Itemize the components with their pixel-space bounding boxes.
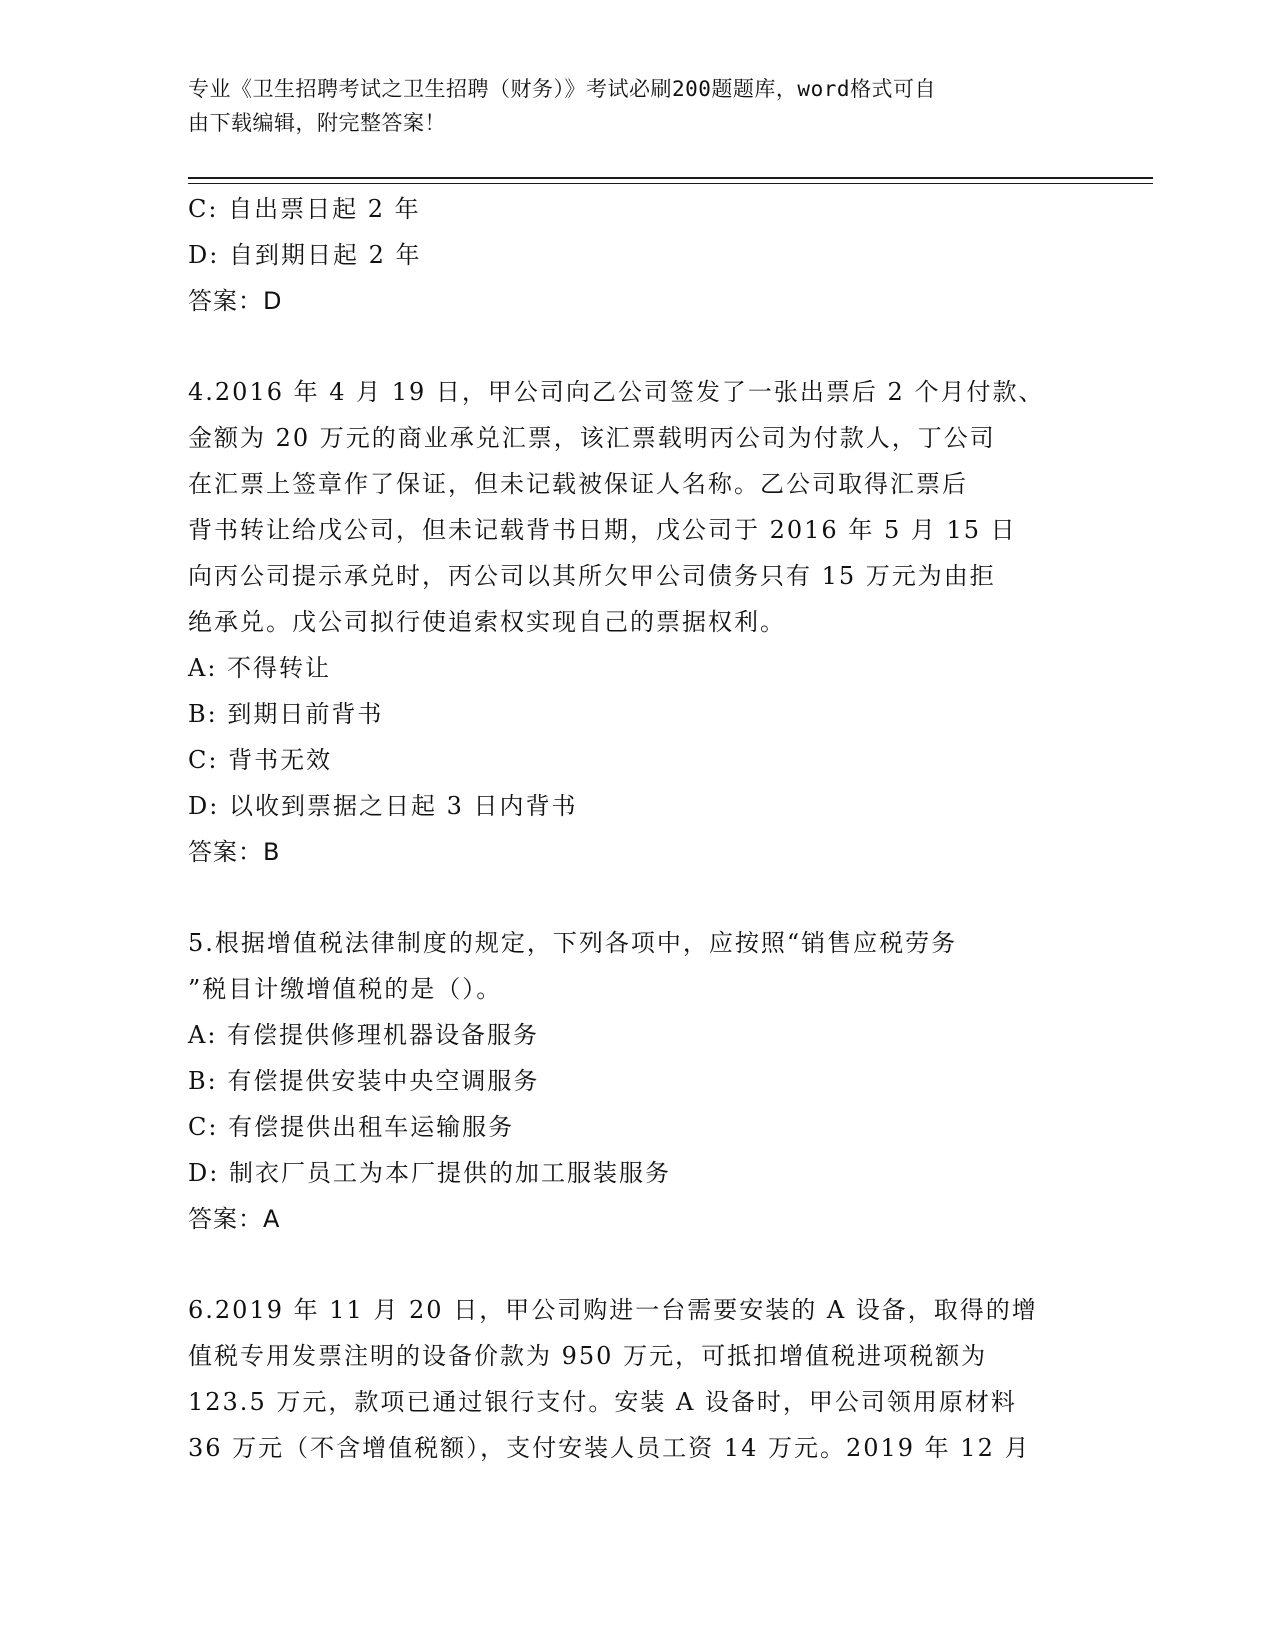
question-stem-line: 绝承兑。戊公司拟行使追索权实现自己的票据权利。 [188, 608, 786, 636]
question-4 [188, 369, 1098, 875]
option-a: A: 有偿提供修理机器设备服务 [188, 1021, 540, 1049]
option-a: A: 不得转让 [188, 654, 332, 682]
question-stem-line: 4.2016 年 4 月 19 日，甲公司向乙公司签发了一张出票后 2 个月付款、 [188, 378, 1045, 406]
option-d: D: 自到期日起 2 年 [188, 241, 422, 269]
answer-line: 答案：B [188, 838, 281, 866]
question-stem-line: 在汇票上签章作了保证，但未记载被保证人名称。乙公司取得汇票后 [188, 470, 968, 498]
option-c: C: 自出票日起 2 年 [188, 195, 421, 223]
question-6 [188, 1287, 1098, 1471]
option-d: D: 制衣厂员工为本厂提供的加工服装服务 [188, 1159, 671, 1187]
option-c: C: 有偿提供出租车运输服务 [188, 1113, 515, 1141]
option-c: C: 背书无效 [188, 746, 333, 774]
answer-line: 答案：A [188, 1205, 281, 1233]
question-stem-line: 金额为 20 万元的商业承兑汇票，该汇票载明丙公司为付款人，丁公司 [188, 424, 996, 452]
answer-line: 答案：D [188, 287, 283, 315]
option-b: B: 到期日前背书 [188, 700, 384, 728]
question-stem-line: 36 万元（不含增值税额），支付安装人员工资 14 万元。2019 年 12 月 [188, 1434, 1031, 1462]
question-stem-line: 6.2019 年 11 月 20 日，甲公司购进一台需要安装的 A 设备，取得的增 [188, 1296, 1038, 1324]
header-title-line-2: 由下载编辑，附完整答案！ [188, 111, 446, 135]
question-stem-line: 123.5 万元，款项已通过银行支付。安装 A 设备时，甲公司领用原材料 [188, 1388, 1017, 1416]
document-header [188, 72, 1068, 140]
question-5 [188, 920, 1098, 1242]
question-stem-line: 值税专用发票注明的设备价款为 950 万元，可抵扣增值税进项税额为 [188, 1342, 988, 1370]
question-3-tail [188, 186, 1098, 324]
header-divider-thick [188, 177, 1153, 179]
question-stem-line: 向丙公司提示承兑时，丙公司以其所欠甲公司债务只有 15 万元为由拒 [188, 562, 996, 590]
question-stem-line: ”税目计缴增值税的是（）。 [188, 975, 503, 1003]
question-spacer [188, 875, 1098, 920]
option-d: D: 以收到票据之日起 3 日内背书 [188, 792, 578, 820]
question-spacer [188, 1242, 1098, 1287]
question-stem-line: 5.根据增值税法律制度的规定，下列各项中，应按照“销售应税劳务 [188, 929, 958, 957]
option-b: B: 有偿提供安装中央空调服务 [188, 1067, 540, 1095]
header-divider-thin [188, 183, 1153, 184]
question-spacer [188, 324, 1098, 369]
header-title-line-1: 专业《卫生招聘考试之卫生招聘（财务）》考试必刷200题题库，word格式可自 [188, 77, 936, 101]
question-stem-line: 背书转让给戊公司，但未记载背书日期，戊公司于 2016 年 5 月 15 日 [188, 516, 1017, 544]
question-list [188, 186, 1098, 1471]
